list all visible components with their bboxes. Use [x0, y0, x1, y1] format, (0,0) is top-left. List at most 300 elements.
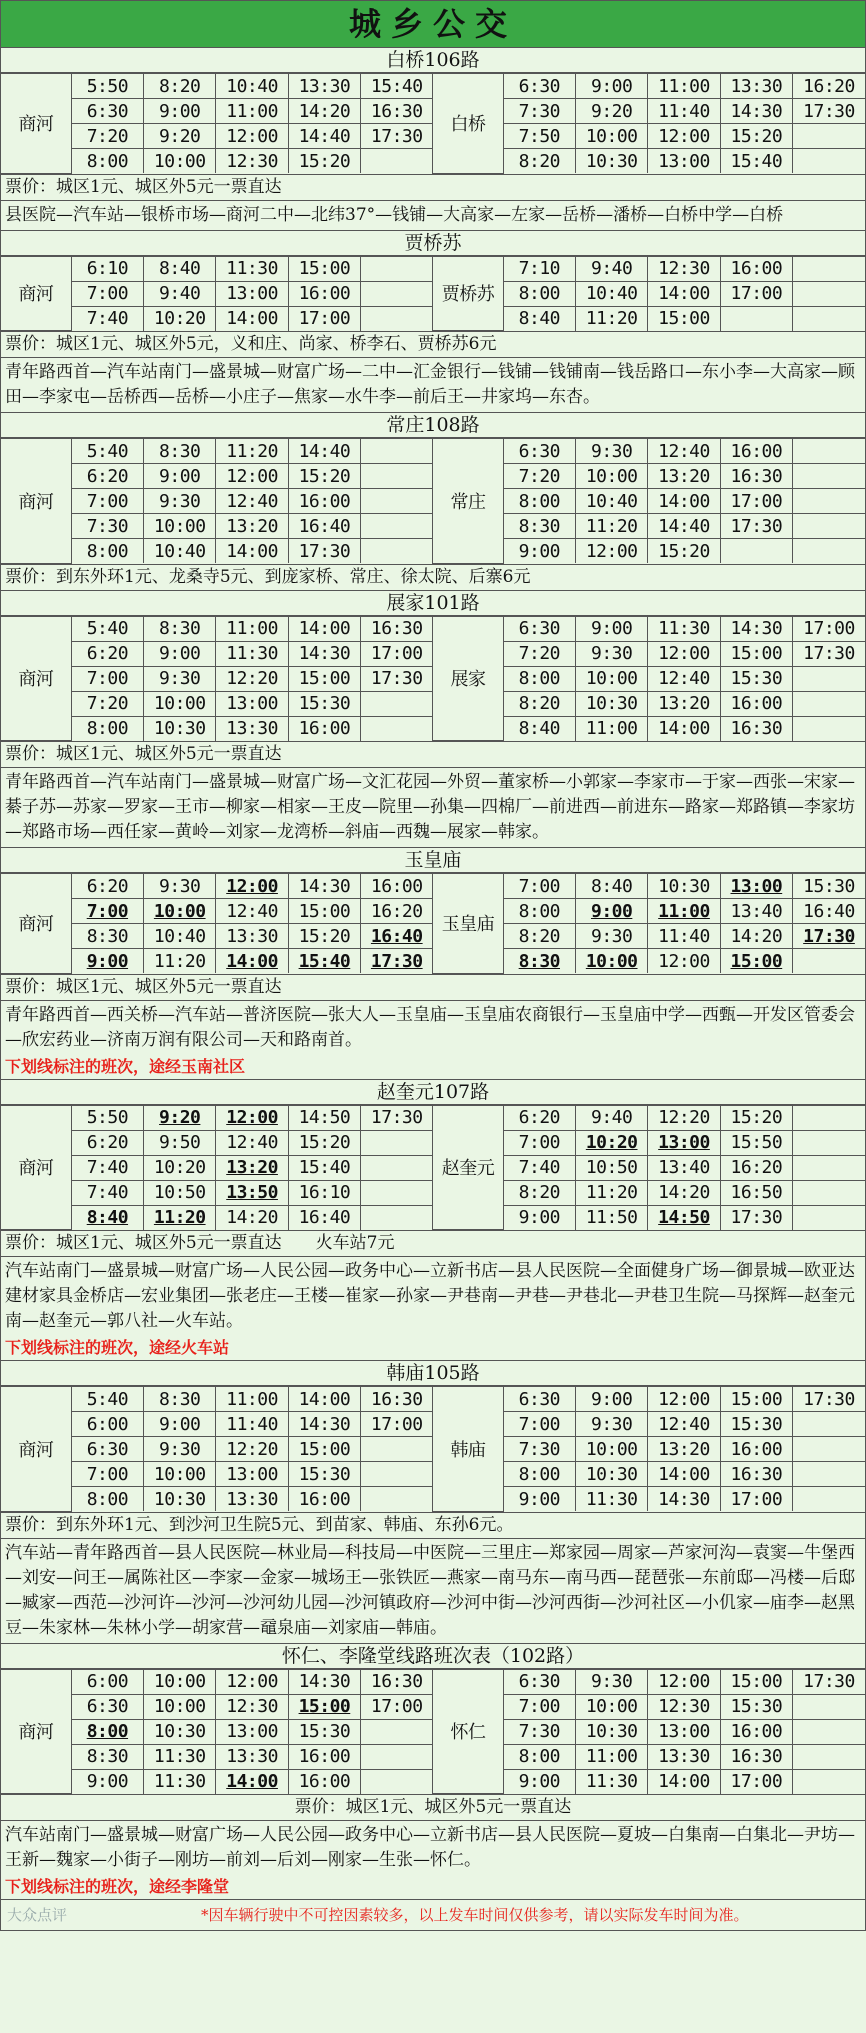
departure-time — [361, 439, 433, 464]
departure-time: 11:20 — [576, 306, 648, 331]
departure-time — [793, 949, 865, 974]
departure-time: 16:30 — [361, 1669, 433, 1694]
route-stops: 汽车站—青年路西首—县人民医院—林业局—科技局—中医院—三里庄—郑家园—周家—芦家河沟—袁窦—牛堡西—刘安—问王—属陈社区—李家—金家—城场王—张铁匠—燕家—南马东—南马西—琵琶张—东前邸—冯楼—后邸—臧家—西范—沙河许—沙河—沙河幼儿园—沙河镇政府—沙河中街—沙河西街—沙河社区—小仉家—庙李—赵黑豆—朱家林—朱林小学—胡家营—黿泉庙—刘家庙—韩庙。 — [1, 1538, 865, 1643]
departure-time: 10:40 — [216, 74, 288, 99]
departure-time: 11:50 — [576, 1205, 648, 1230]
table-row — [1, 1669, 865, 1694]
departure-time: 13:30 — [216, 1744, 288, 1769]
departure-time: 11:30 — [144, 1744, 216, 1769]
departure-time: 11:20 — [216, 439, 288, 464]
departure-time: 9:00 — [576, 899, 648, 924]
departure-time: 17:30 — [793, 1669, 865, 1694]
departure-time: 12:30 — [648, 1694, 720, 1719]
departure-time: 14:20 — [288, 99, 360, 124]
departure-time: 16:20 — [720, 1155, 792, 1180]
route-stops: 县医院—汽车站—银桥市场—商河二中—北纬37°—钱铺—大高家—左家—岳桥—潘桥—白桥中学—白桥 — [1, 200, 865, 230]
departure-time — [793, 1719, 865, 1744]
departure-time: 12:30 — [216, 1694, 288, 1719]
departure-time: 13:20 — [648, 691, 720, 716]
underline-note: 下划线标注的班次，途经火车站 — [5, 1338, 230, 1357]
departure-time: 15:30 — [720, 1694, 792, 1719]
departure-time — [720, 539, 792, 564]
departure-time: 17:30 — [793, 924, 865, 949]
departure-time: 11:40 — [648, 924, 720, 949]
departure-time — [793, 281, 865, 306]
departure-time: 15:00 — [288, 666, 360, 691]
departure-time: 17:30 — [361, 666, 433, 691]
departure-time: 10:00 — [576, 124, 648, 149]
departure-time: 16:30 — [720, 716, 792, 741]
departure-time: 12:40 — [216, 1130, 288, 1155]
departure-time: 7:00 — [71, 489, 143, 514]
departure-time: 9:20 — [576, 99, 648, 124]
departure-time: 7:00 — [503, 1694, 575, 1719]
departure-time: 17:30 — [361, 1105, 433, 1130]
departure-time: 11:20 — [576, 514, 648, 539]
departure-time: 15:40 — [288, 1155, 360, 1180]
departure-time: 17:00 — [288, 306, 360, 331]
departure-time: 14:20 — [216, 1205, 288, 1230]
departure-time: 16:40 — [361, 924, 433, 949]
departure-time: 10:20 — [144, 306, 216, 331]
departure-time: 11:20 — [144, 949, 216, 974]
departure-time: 5:40 — [71, 616, 143, 641]
departure-time — [361, 1769, 433, 1794]
departure-time: 8:30 — [71, 1744, 143, 1769]
departure-time: 12:20 — [216, 666, 288, 691]
departure-time: 10:30 — [144, 1719, 216, 1744]
departure-time: 15:20 — [288, 464, 360, 489]
departure-time: 13:00 — [216, 1462, 288, 1487]
departure-time: 11:30 — [576, 1487, 648, 1512]
departure-time — [793, 514, 865, 539]
departure-time: 10:50 — [144, 1180, 216, 1205]
departure-time: 7:20 — [71, 691, 143, 716]
departure-time: 15:30 — [793, 874, 865, 899]
departure-time: 16:00 — [288, 1744, 360, 1769]
departure-time: 15:30 — [288, 1462, 360, 1487]
departure-time: 15:20 — [720, 1105, 792, 1130]
departure-time: 16:00 — [288, 1769, 360, 1794]
departure-time: 9:00 — [144, 1412, 216, 1437]
destination-station: 韩庙 — [433, 1387, 503, 1512]
departure-time: 5:40 — [71, 439, 143, 464]
destination-station: 常庄 — [433, 439, 503, 564]
departure-time: 17:00 — [720, 489, 792, 514]
departure-time: 9:00 — [144, 99, 216, 124]
departure-time: 16:00 — [720, 1719, 792, 1744]
departure-time: 6:10 — [71, 256, 143, 281]
departure-time: 13:00 — [216, 281, 288, 306]
departure-time: 6:30 — [71, 99, 143, 124]
departure-time: 13:50 — [216, 1180, 288, 1205]
fare-info: 票价：城区1元、城区外5元，义和庄、尚家、桥李石、贾桥苏6元 — [1, 331, 865, 357]
departure-time: 8:00 — [71, 716, 143, 741]
departure-time: 12:30 — [648, 256, 720, 281]
departure-time: 15:40 — [720, 149, 792, 174]
schedule-table — [1, 73, 865, 174]
table-row — [1, 874, 865, 899]
departure-time: 7:00 — [503, 1412, 575, 1437]
departure-time: 10:00 — [576, 666, 648, 691]
departure-time: 9:30 — [144, 1437, 216, 1462]
departure-time: 10:00 — [144, 1694, 216, 1719]
departure-time: 17:30 — [720, 514, 792, 539]
departure-time — [361, 1205, 433, 1230]
departure-time — [361, 489, 433, 514]
departure-time: 15:20 — [288, 924, 360, 949]
footer-notice: *因车辆行驶中不可控因素较多，以上发车时间仅供参考，请以实际发车时间为准。 — [201, 1906, 749, 1924]
departure-time: 5:50 — [71, 74, 143, 99]
departure-time: 7:30 — [503, 1719, 575, 1744]
departure-time: 13:00 — [216, 1719, 288, 1744]
departure-time — [793, 1180, 865, 1205]
departure-time: 7:10 — [503, 256, 575, 281]
route-stops: 汽车站南门—盛景城—财富广场—人民公园—政务中心—立新书店—县人民医院—夏坡—白集南—白集北—尹坊—王新—魏家—小街子—刚坊—前刘—后刘—刚家—生张—怀仁。 — [1, 1820, 865, 1875]
departure-time: 10:20 — [144, 1155, 216, 1180]
departure-time: 16:00 — [720, 691, 792, 716]
departure-time: 8:00 — [503, 1744, 575, 1769]
departure-time: 12:00 — [216, 874, 288, 899]
departure-time: 9:00 — [71, 1769, 143, 1794]
departure-time: 12:30 — [216, 149, 288, 174]
departure-time: 6:30 — [503, 439, 575, 464]
departure-time — [361, 281, 433, 306]
destination-station: 白桥 — [433, 74, 503, 174]
underline-note: 下划线标注的班次，途经玉南社区 — [5, 1056, 246, 1076]
departure-time: 11:30 — [648, 616, 720, 641]
departure-time — [361, 1719, 433, 1744]
departure-time: 7:40 — [71, 306, 143, 331]
departure-time: 16:30 — [720, 1462, 792, 1487]
departure-time: 14:30 — [288, 1412, 360, 1437]
departure-time — [361, 1437, 433, 1462]
departure-time: 16:30 — [720, 1744, 792, 1769]
departure-time: 8:40 — [144, 256, 216, 281]
departure-time — [361, 464, 433, 489]
departure-time — [793, 1462, 865, 1487]
departure-time: 9:20 — [144, 124, 216, 149]
departure-time: 9:40 — [576, 256, 648, 281]
departure-time — [361, 1155, 433, 1180]
departure-time — [361, 514, 433, 539]
origin-station: 商河 — [1, 1105, 71, 1230]
departure-time: 14:00 — [648, 489, 720, 514]
departure-time: 7:20 — [71, 124, 143, 149]
departure-time: 10:30 — [576, 149, 648, 174]
departure-time: 8:20 — [503, 924, 575, 949]
departure-time: 9:00 — [503, 1769, 575, 1794]
departure-time: 8:30 — [503, 514, 575, 539]
departure-time: 11:00 — [216, 99, 288, 124]
departure-time: 9:40 — [576, 1105, 648, 1130]
departure-time: 16:00 — [288, 281, 360, 306]
departure-time — [720, 306, 792, 331]
departure-time: 12:00 — [648, 1669, 720, 1694]
departure-time: 7:00 — [503, 1130, 575, 1155]
table-row — [1, 256, 865, 281]
departure-time: 15:00 — [288, 899, 360, 924]
departure-time: 12:00 — [576, 539, 648, 564]
departure-time: 12:40 — [216, 489, 288, 514]
departure-time: 17:00 — [361, 1694, 433, 1719]
departure-time — [793, 464, 865, 489]
departure-time: 10:30 — [144, 1487, 216, 1512]
schedule-table — [1, 256, 865, 332]
departure-time: 6:30 — [503, 1387, 575, 1412]
departure-time: 10:30 — [576, 691, 648, 716]
departure-time: 17:30 — [288, 539, 360, 564]
route-stops: 汽车站南门—盛景城—财富广场—人民公园—政务中心—立新书店—县人民医院—全面健身广场—御景城—欧亚达建材家具金桥店—宏业集团—张老庄—王楼—崔家—孙家—尹巷南—尹巷—尹巷北—尹巷卫生院—马探辉—赵奎元南—赵奎元—郭八社—火车站。 — [1, 1256, 865, 1336]
route-section — [1, 1080, 865, 1362]
schedule-table — [1, 1105, 865, 1231]
departure-time: 13:00 — [216, 691, 288, 716]
destination-station: 怀仁 — [433, 1669, 503, 1794]
departure-time: 10:00 — [576, 464, 648, 489]
origin-station: 商河 — [1, 74, 71, 174]
route-section — [1, 1361, 865, 1644]
departure-time: 9:50 — [144, 1130, 216, 1155]
departure-time: 14:00 — [648, 1769, 720, 1794]
departure-time: 17:00 — [793, 616, 865, 641]
departure-time: 15:00 — [720, 1387, 792, 1412]
departure-time: 17:00 — [720, 1487, 792, 1512]
departure-time: 16:00 — [288, 489, 360, 514]
departure-time: 11:20 — [144, 1205, 216, 1230]
departure-time: 13:20 — [216, 514, 288, 539]
departure-time — [361, 149, 433, 174]
departure-time: 13:00 — [648, 149, 720, 174]
departure-time: 9:30 — [576, 1669, 648, 1694]
departure-time — [793, 149, 865, 174]
route-title: 展家101路 — [1, 591, 865, 616]
departure-time: 12:20 — [648, 1105, 720, 1130]
departure-time: 10:00 — [576, 1437, 648, 1462]
departure-time: 5:50 — [71, 1105, 143, 1130]
departure-time: 8:00 — [503, 1462, 575, 1487]
departure-time: 16:00 — [720, 439, 792, 464]
departure-time — [793, 1437, 865, 1462]
footer — [1, 1900, 865, 1930]
departure-time: 14:00 — [288, 616, 360, 641]
departure-time: 6:30 — [71, 1437, 143, 1462]
departure-time: 9:30 — [576, 641, 648, 666]
departure-time — [793, 124, 865, 149]
departure-time: 13:40 — [720, 899, 792, 924]
departure-time: 8:00 — [503, 899, 575, 924]
table-row — [1, 1105, 865, 1130]
departure-time: 7:00 — [503, 874, 575, 899]
departure-time: 9:30 — [144, 874, 216, 899]
departure-time: 13:20 — [216, 1155, 288, 1180]
departure-time: 16:40 — [288, 1205, 360, 1230]
departure-time: 15:30 — [288, 1719, 360, 1744]
departure-time: 10:00 — [576, 949, 648, 974]
departure-time: 13:20 — [648, 464, 720, 489]
fare-info: 票价：到东外环1元、到沙河卫生院5元、到苗家、韩庙、东孙6元。 — [1, 1512, 865, 1538]
table-row — [1, 616, 865, 641]
departure-time: 10:20 — [576, 1130, 648, 1155]
departure-time: 16:00 — [288, 716, 360, 741]
schedule-table — [1, 1386, 865, 1512]
departure-time: 6:20 — [71, 874, 143, 899]
fare-info: 票价：城区1元、城区外5元一票直达 — [1, 174, 865, 200]
departure-time — [793, 1412, 865, 1437]
departure-time: 13:30 — [216, 924, 288, 949]
departure-time: 11:00 — [576, 716, 648, 741]
departure-time: 14:00 — [216, 1769, 288, 1794]
departure-time: 9:00 — [576, 616, 648, 641]
route-section — [1, 413, 865, 591]
departure-time: 13:30 — [288, 74, 360, 99]
departure-time: 16:30 — [361, 1387, 433, 1412]
departure-time: 15:30 — [288, 691, 360, 716]
departure-time: 11:00 — [648, 899, 720, 924]
departure-time: 14:50 — [288, 1105, 360, 1130]
departure-time: 17:30 — [793, 99, 865, 124]
origin-station: 商河 — [1, 616, 71, 741]
departure-time: 17:00 — [720, 1769, 792, 1794]
departure-time — [793, 716, 865, 741]
departure-time: 11:20 — [576, 1180, 648, 1205]
departure-time: 14:40 — [288, 439, 360, 464]
origin-station: 商河 — [1, 439, 71, 564]
departure-time — [793, 539, 865, 564]
departure-time: 6:00 — [71, 1412, 143, 1437]
departure-time: 6:20 — [503, 1105, 575, 1130]
departure-time: 9:00 — [144, 464, 216, 489]
departure-time: 11:40 — [648, 99, 720, 124]
route-stops: 青年路西首—汽车站南门—盛景城—财富广场—文汇花园—外贸—董家桥—小郭家—李家市—于家—西张—宋家—綦子苏—苏家—罗家—王市—柳家—相家—王皮—院里—孙集—四棉厂—前进西—前进东—路家—郑路镇—李家坊—郑路市场—西任家—黄岭—刘家—龙湾桥—斜庙—西魏—展家—韩家。 — [1, 767, 865, 847]
departure-time — [361, 306, 433, 331]
departure-time: 9:00 — [503, 1205, 575, 1230]
departure-time: 15:00 — [720, 1669, 792, 1694]
departure-time: 14:30 — [288, 1669, 360, 1694]
departure-time: 6:20 — [71, 1130, 143, 1155]
departure-time: 9:30 — [576, 1412, 648, 1437]
departure-time: 7:00 — [71, 1462, 143, 1487]
fare-info: 票价：城区1元、城区外5元一票直达 火车站7元 — [1, 1230, 865, 1256]
departure-time: 10:00 — [144, 899, 216, 924]
departure-time — [361, 539, 433, 564]
departure-time: 6:20 — [71, 641, 143, 666]
departure-time: 8:30 — [144, 616, 216, 641]
departure-time: 16:00 — [720, 256, 792, 281]
table-row — [1, 439, 865, 464]
departure-time: 11:30 — [216, 256, 288, 281]
departure-time: 15:40 — [288, 949, 360, 974]
departure-time: 12:40 — [648, 666, 720, 691]
departure-time — [793, 1744, 865, 1769]
departure-time — [361, 1462, 433, 1487]
departure-time: 13:20 — [648, 1437, 720, 1462]
departure-time: 8:30 — [144, 439, 216, 464]
departure-time — [361, 716, 433, 741]
departure-time: 12:00 — [216, 1669, 288, 1694]
schedule-table — [1, 873, 865, 974]
route-title: 怀仁、李隆堂线路班次表（102路） — [1, 1644, 865, 1669]
departure-time: 6:20 — [71, 464, 143, 489]
departure-time — [793, 439, 865, 464]
departure-time: 8:30 — [71, 924, 143, 949]
departure-time: 14:30 — [288, 874, 360, 899]
departure-time: 12:00 — [216, 124, 288, 149]
departure-time: 11:00 — [216, 616, 288, 641]
departure-time: 15:00 — [720, 641, 792, 666]
departure-time: 7:00 — [71, 281, 143, 306]
route-section — [1, 591, 865, 849]
route-stops: 青年路西首—西关桥—汽车站—普济医院—张大人—玉皇庙—玉皇庙农商银行—玉皇庙中学—西甄—开发区管委会—欣宏药业—济南万润有限公司—天和路南首。 — [1, 1000, 865, 1055]
schedule-table — [1, 1669, 865, 1795]
departure-time — [793, 1487, 865, 1512]
departure-time: 10:00 — [144, 149, 216, 174]
schedule-table — [1, 616, 865, 742]
departure-time: 15:20 — [720, 124, 792, 149]
departure-time: 12:40 — [216, 899, 288, 924]
departure-time: 6:00 — [71, 1669, 143, 1694]
origin-station: 商河 — [1, 874, 71, 974]
departure-time — [793, 666, 865, 691]
departure-time: 13:00 — [720, 874, 792, 899]
departure-time: 8:40 — [503, 306, 575, 331]
departure-time: 12:00 — [648, 949, 720, 974]
departure-time: 11:00 — [576, 1744, 648, 1769]
departure-time: 16:10 — [288, 1180, 360, 1205]
departure-time: 8:00 — [71, 539, 143, 564]
departure-time: 8:30 — [144, 1387, 216, 1412]
table-row — [1, 74, 865, 99]
departure-time: 8:00 — [71, 1487, 143, 1512]
route-title: 韩庙105路 — [1, 1361, 865, 1386]
fare-info: 票价：到东外环1元、龙桑寺5元、到庞家桥、常庄、徐太院、后寨6元 — [1, 564, 865, 590]
departure-time: 7:20 — [503, 464, 575, 489]
departure-time: 10:00 — [144, 1669, 216, 1694]
departure-time — [793, 1769, 865, 1794]
departure-time: 15:30 — [720, 666, 792, 691]
departure-time: 16:30 — [361, 616, 433, 641]
departure-time: 8:00 — [71, 1719, 143, 1744]
origin-station: 商河 — [1, 1669, 71, 1794]
departure-time: 8:00 — [71, 149, 143, 174]
departure-time: 6:30 — [71, 1694, 143, 1719]
departure-time: 14:20 — [720, 924, 792, 949]
fare-info: 票价：城区1元、城区外5元一票直达 — [1, 974, 865, 1000]
route-title: 常庄108路 — [1, 413, 865, 438]
departure-time — [361, 1180, 433, 1205]
departure-time: 14:00 — [288, 1387, 360, 1412]
departure-time: 17:30 — [361, 124, 433, 149]
departure-time: 6:30 — [503, 1669, 575, 1694]
departure-time: 11:30 — [576, 1769, 648, 1794]
departure-time — [361, 691, 433, 716]
departure-time — [793, 1130, 865, 1155]
departure-time: 8:40 — [71, 1205, 143, 1230]
departure-time: 13:00 — [648, 1130, 720, 1155]
departure-time: 14:00 — [648, 1462, 720, 1487]
table-row — [1, 1387, 865, 1412]
departure-time: 14:40 — [648, 514, 720, 539]
departure-time: 12:00 — [648, 641, 720, 666]
departure-time: 15:50 — [720, 1130, 792, 1155]
departure-time: 8:30 — [503, 949, 575, 974]
departure-time: 9:30 — [144, 489, 216, 514]
departure-time: 13:30 — [216, 1487, 288, 1512]
destination-station: 展家 — [433, 616, 503, 741]
departure-time: 9:00 — [71, 949, 143, 974]
departure-time: 13:40 — [648, 1155, 720, 1180]
departure-time: 15:00 — [288, 1437, 360, 1462]
departure-time: 14:30 — [720, 616, 792, 641]
